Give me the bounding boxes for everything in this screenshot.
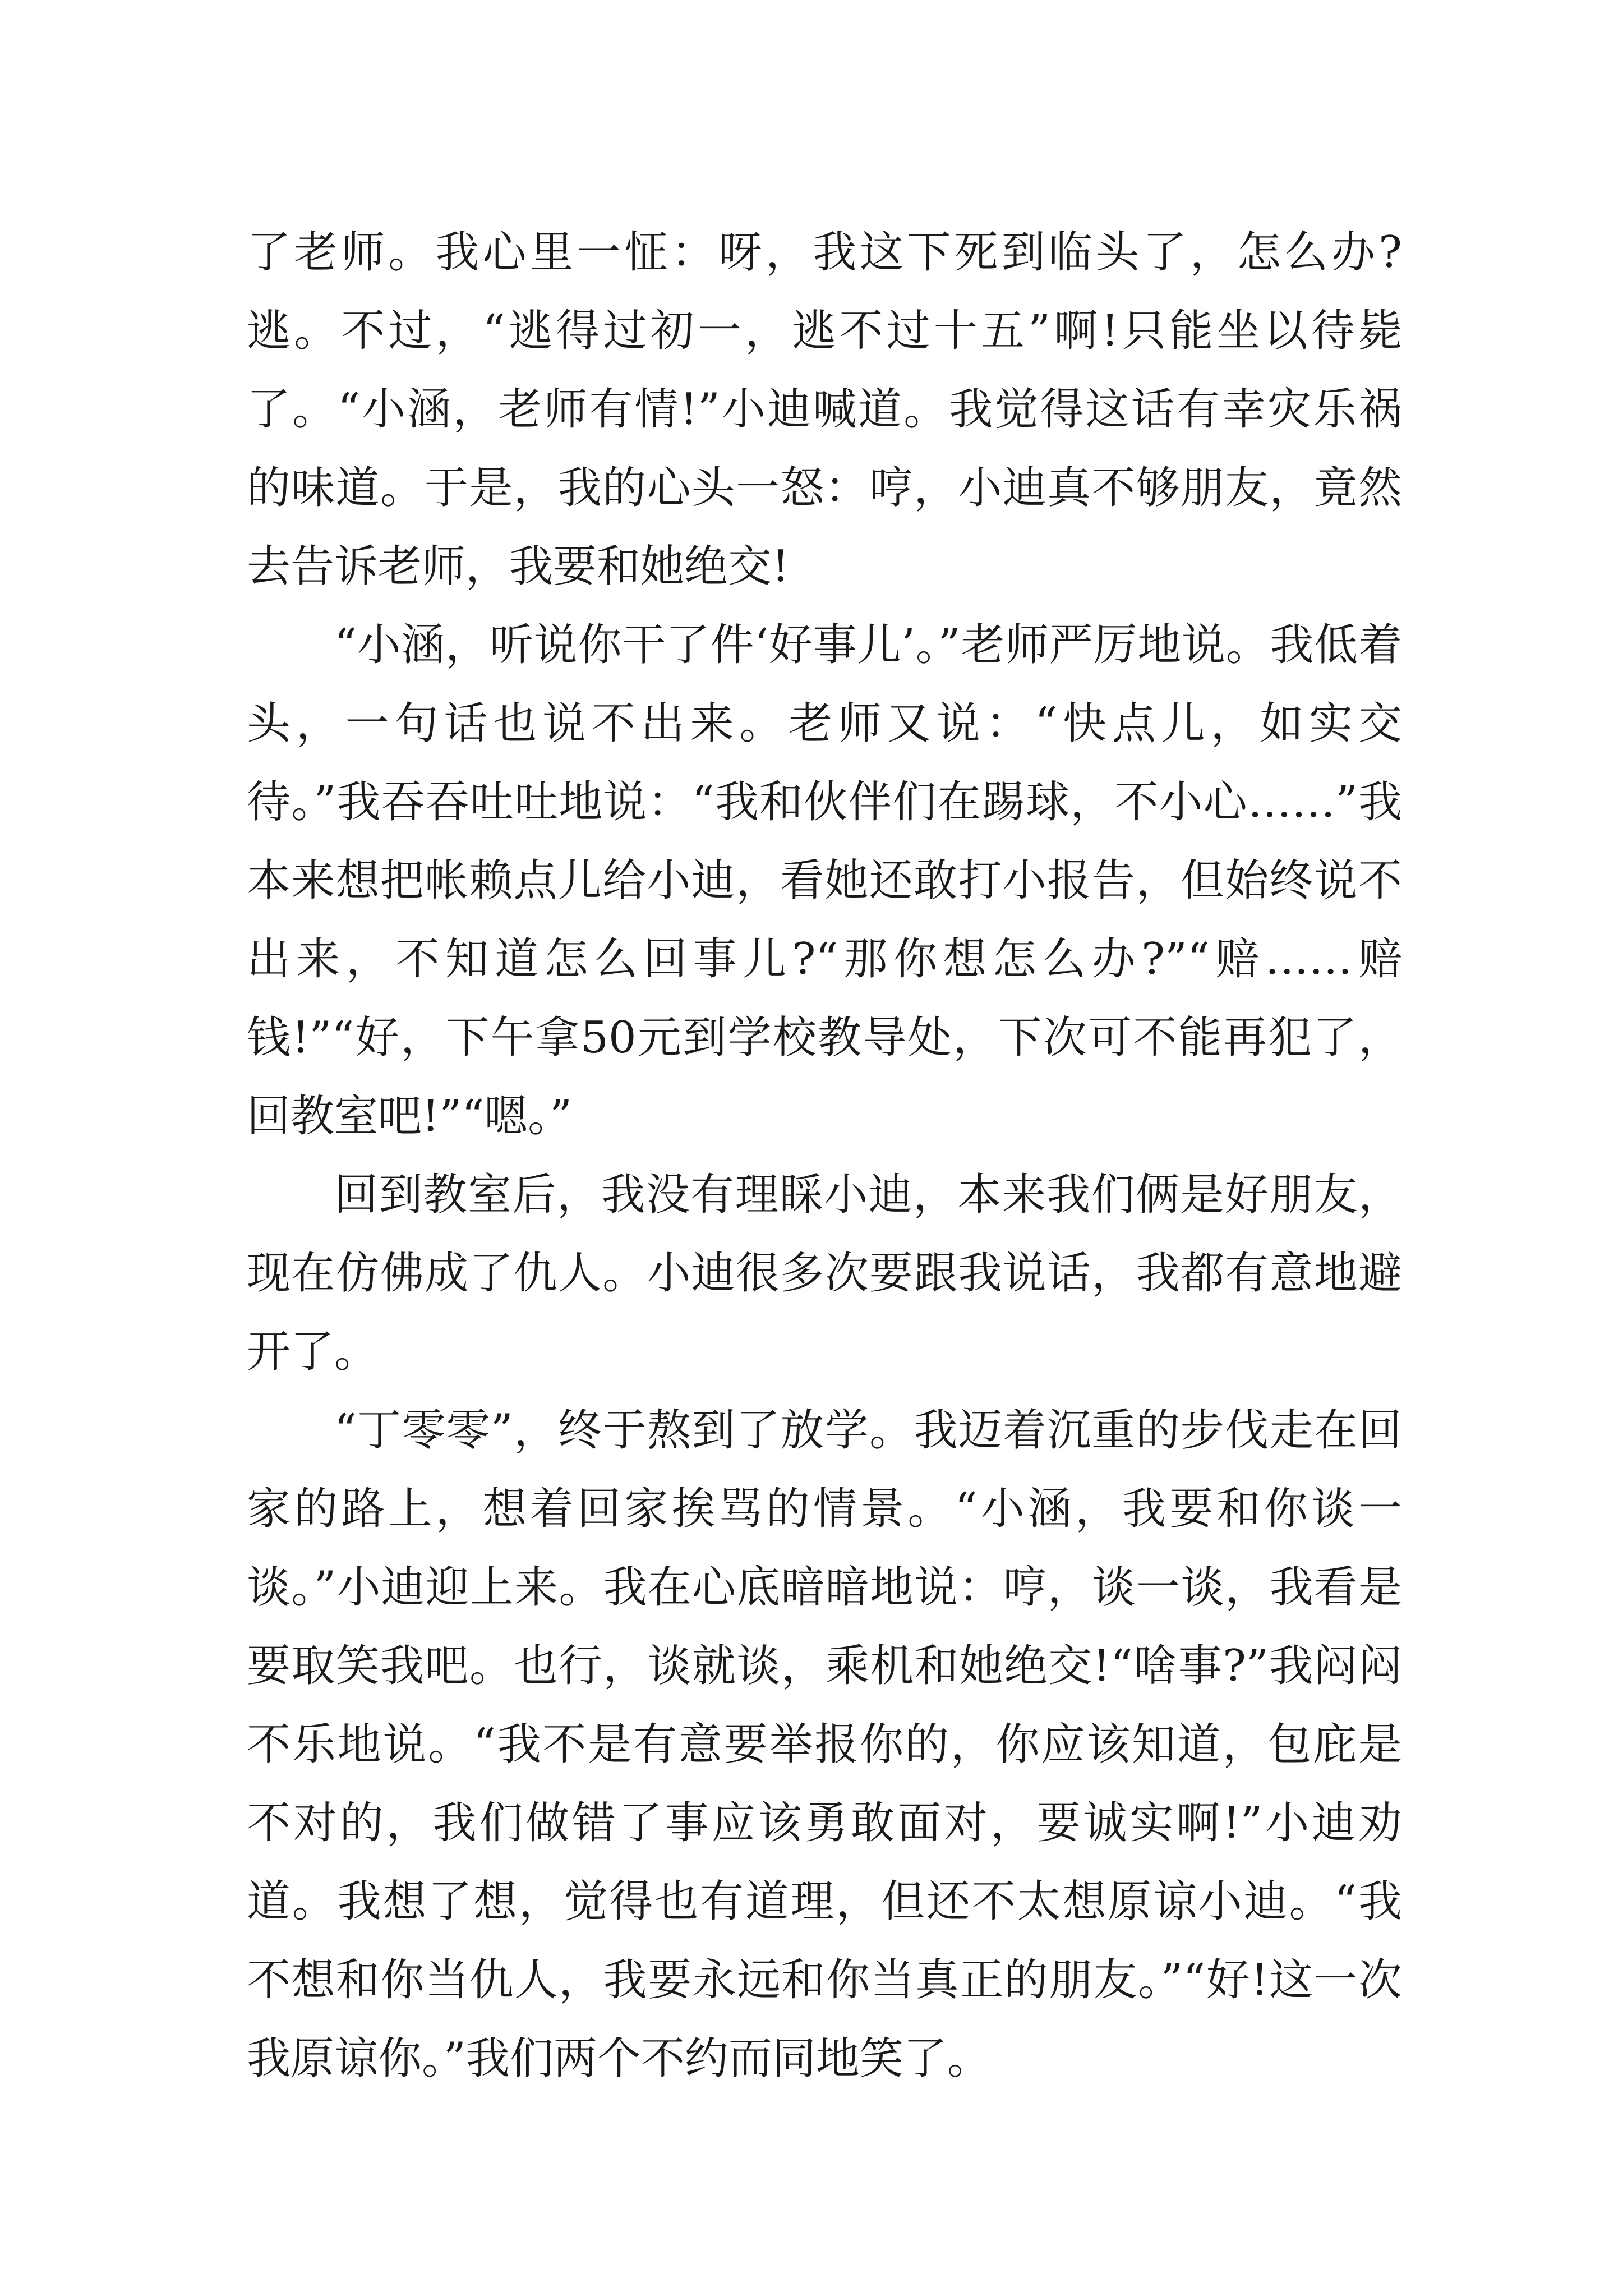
body-text (247, 213, 1402, 2098)
paragraph: 了老师。我心里一怔：呀，我这下死到临头了，怎么办?逃。不过，“逃得过初一，逃不过十五”啊!只能坐以待毙了。“小涵，老师有情!”小迪喊道。我觉得这话有幸灾乐祸的味道。于是，我的心头一怒：哼，小迪真不够朋友，竟然去告诉老师，我要和她绝交! (247, 227, 1402, 592)
paragraph: “丁零零”，终于熬到了放学。我迈着沉重的步伐走在回家的路上，想着回家挨骂的情景。“小涵，我要和你谈一谈。”小迪迎上来。我在心底暗暗地说：哼，谈一谈，我看是要取笑我吧。也行，谈就谈，乘机和她绝交!“啥事?”我闷闷不乐地说。“我不是有意要举报你的，你应该知道，包庇是不对的，我们做错了事应该勇敢面对，要诚实啊!”小迪劝道。我想了想，觉得也有道理，但还不太想原谅小迪。“我不想和你当仇人，我要永远和你当真正的朋友。”“好!这一次我原谅你。”我们两个不约而同地笑了。 (247, 1405, 1402, 2084)
paragraph: “小涵，听说你干了件‘好事儿’。”老师严厉地说。我低着头，一句话也说不出来。老师又说：“快点儿，如实交待。”我吞吞吐吐地说：“我和伙伴们在踢球，不小心……”我本来想把帐赖点儿给小迪，看她还敢打小报告，但始终说不出来，不知道怎么回事儿?“那你想怎么办?”“赔……赔钱!”“好，下午拿50元到学校教导处，下次可不能再犯了，回教室吧!”“嗯。” (247, 620, 1402, 1142)
paragraph: 回到教室后，我没有理睬小迪，本来我们俩是好朋友，现在仿佛成了仇人。小迪很多次要跟我说话，我都有意地避开了。 (247, 1170, 1402, 1377)
